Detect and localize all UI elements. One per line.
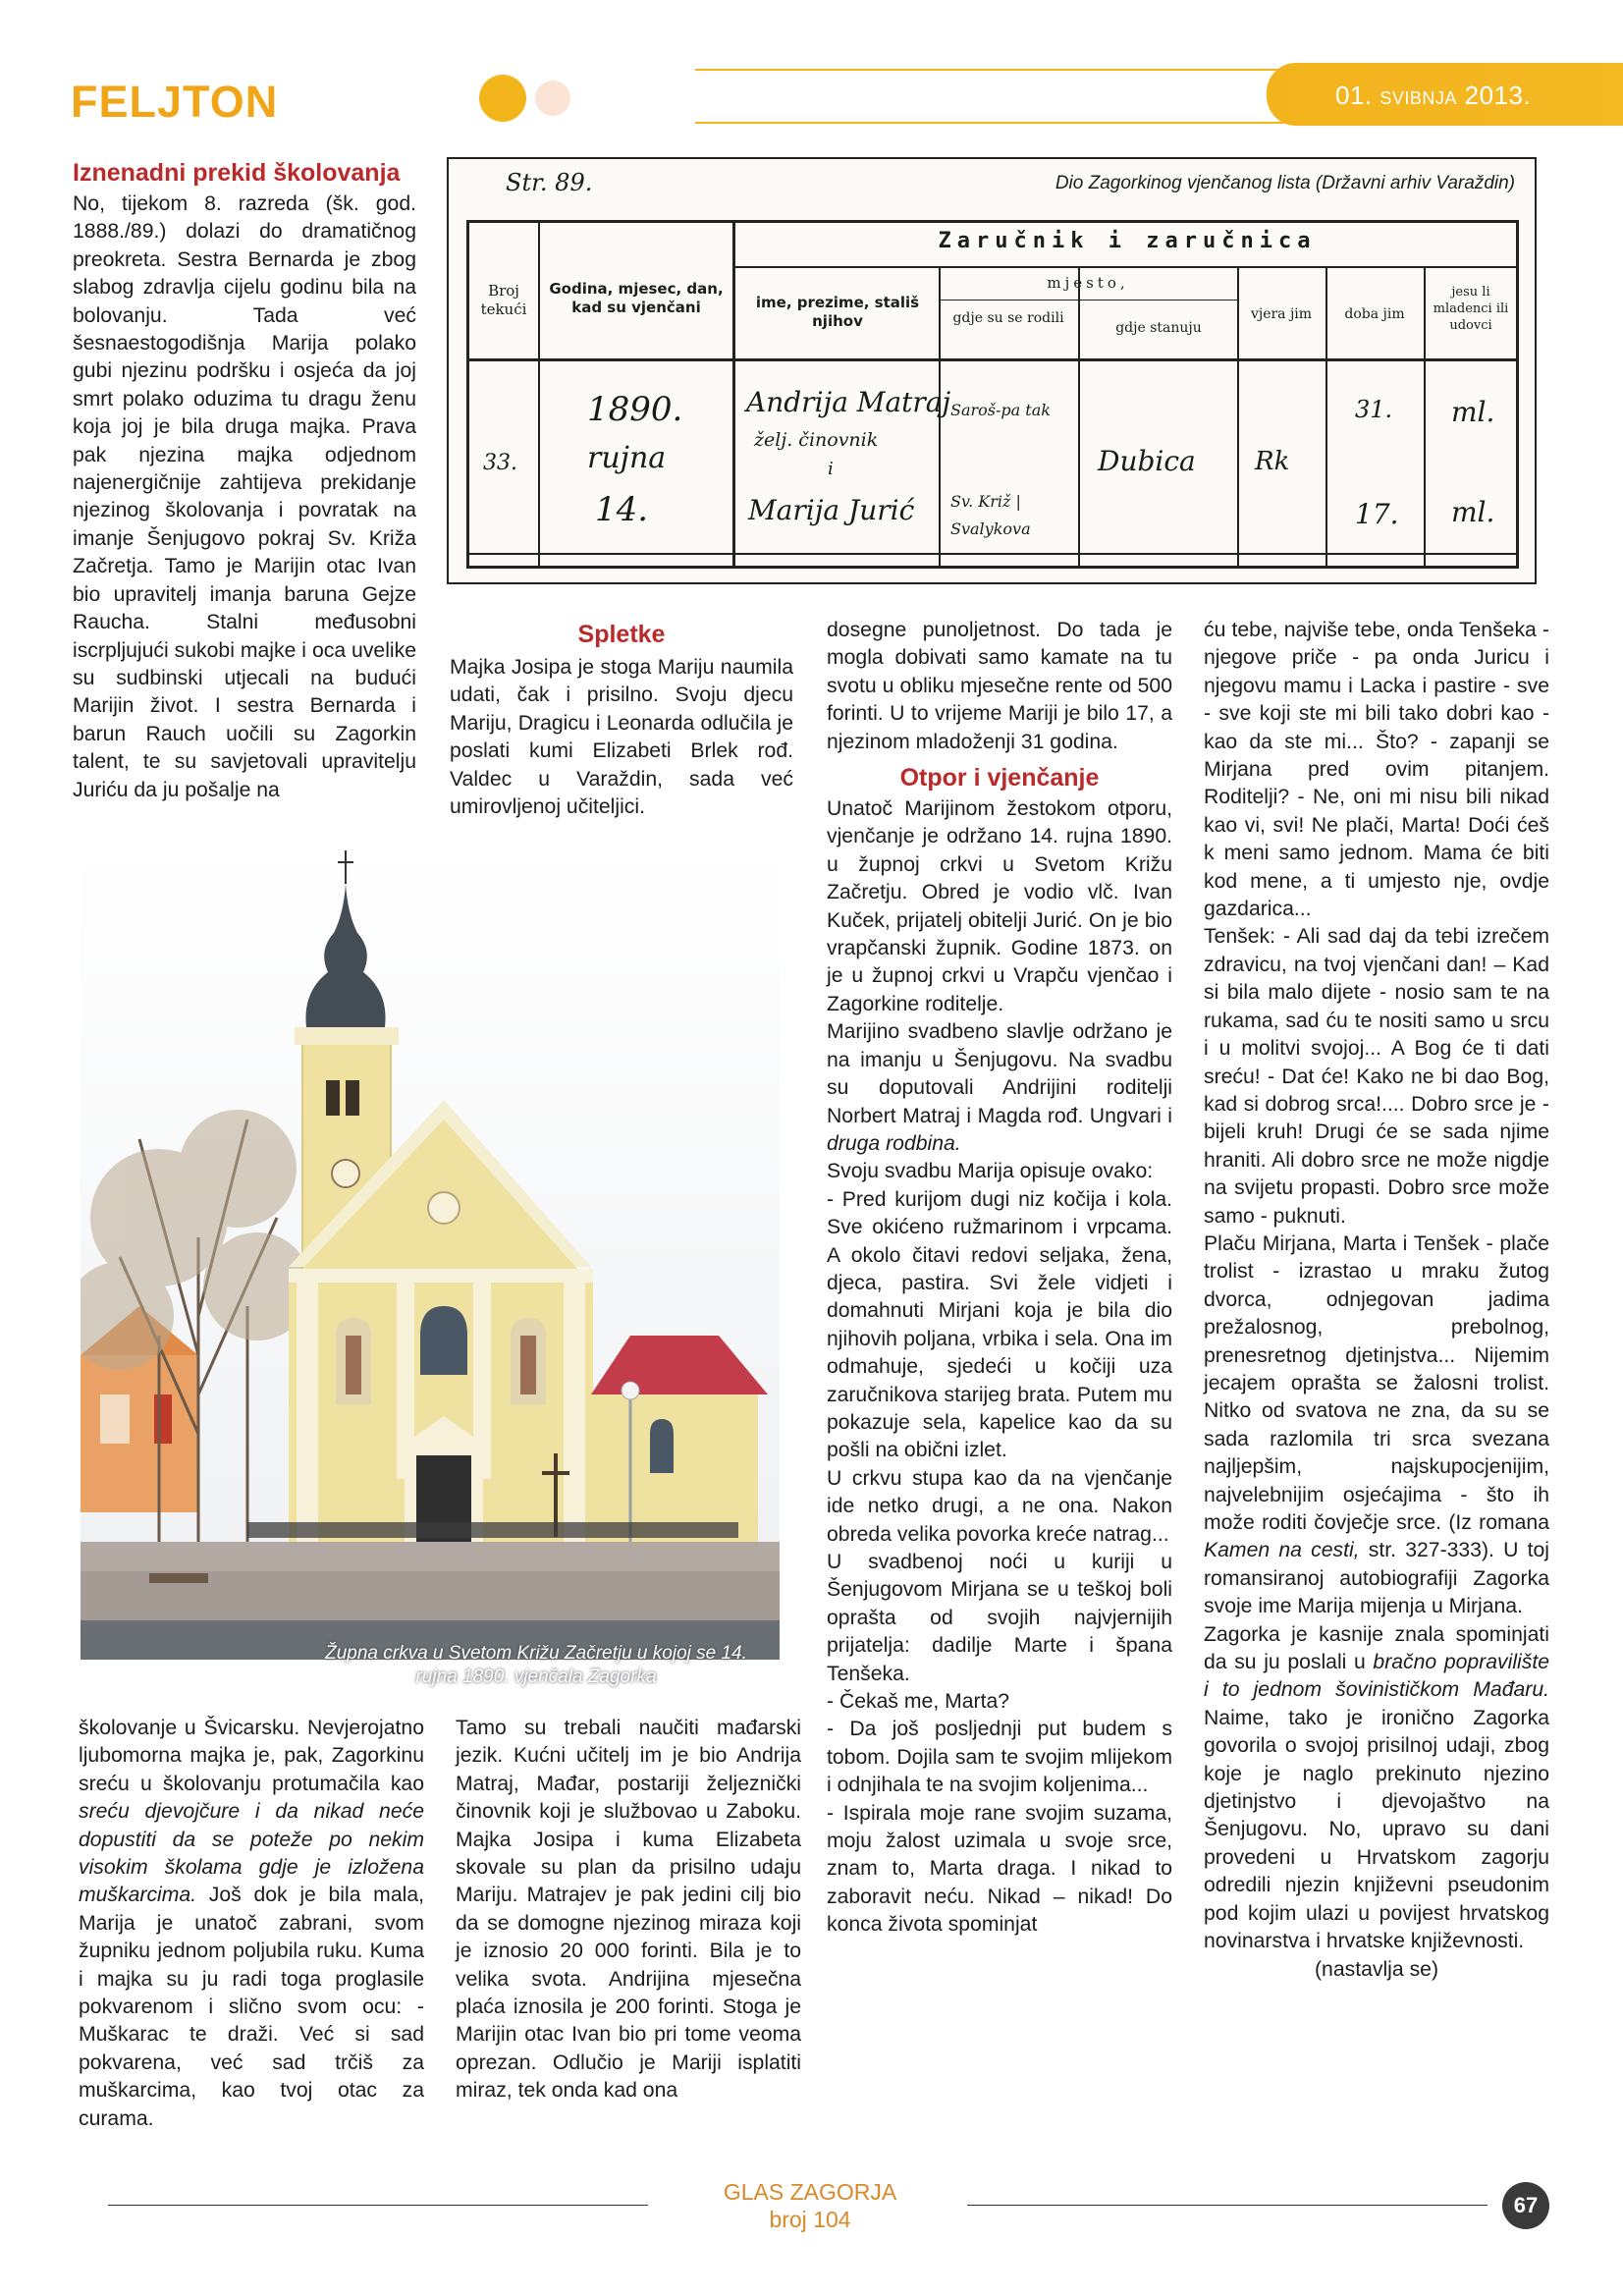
register-entry-age-groom: 31.	[1355, 396, 1393, 423]
paragraph: ću tebe, najviše tebe, onda Tenšeka - njegove priče - pa onda Juricu i njegovu mamu i Lacka i pastire - sve - sve koji ste mi bili tako dobri kao - kao da ste mi... Što? - zapanji se Mirjana pred ovim pitanjem. Roditelji? - Ne, oni mi nisu bili nikad kao vi, svi! Ne plači, Marta! Doći ćeš k meni samo jednom. Mama će biti kod mene, a ti umjesto nje, ovdje gazdarica...	[1204, 619, 1549, 921]
continued-note: (nastavlja se)	[1315, 1957, 1438, 1981]
date-month: SVIBNJA	[1380, 88, 1457, 108]
text-run: Marijino svadbeno slavlje održano je na imanju u Šenjugovu. Na svadbu su doputovali Andrijini roditelji Norbert Matraj i Magda rođ. Ungvari i	[827, 1020, 1172, 1127]
text-run: str. 327-333). U toj romansiranoj autobiografiji Zagorka svoje ime Marija mijenja u Mirjana.	[1204, 1539, 1549, 1618]
register-entry-groom-job: želj. činovnik	[754, 429, 879, 451]
header-rule-bottom	[695, 122, 1284, 124]
column-4	[1204, 617, 1549, 1984]
register-col-rodili: gdje su se rodili	[952, 310, 1064, 326]
header-dot-faded	[535, 81, 570, 116]
text-run: Plaču Mirjana, Marta i Tenšek - plače trolist - izrastao u mraku žutog dvorca, odnjegovan jadima prežalosnog, prebolnog, prenesretnog djetinjstva... Nijemim jecajem oprašta se žalosni trolist. Nitko od svatova ne zna, da su se sada razlomila tri srca svezana najljepšim, najskupocjenijim, najvelebnijim osjećajima - što ih može roditi čovječje srce. (Iz romana	[1204, 1231, 1549, 1534]
register-caption: Dio Zagorkinog vjenčanog lista (Državni arhiv Varaždin)	[1055, 173, 1515, 193]
column-1-top	[73, 157, 416, 804]
church-photo	[81, 845, 780, 1660]
publication-name: GLAS ZAGORJA	[723, 2179, 897, 2205]
register-col-broj: Broj tekući	[480, 282, 527, 318]
register-entry-month: rujna	[587, 441, 667, 475]
issue-number: broj 104	[769, 2207, 851, 2232]
date-year: 2013.	[1464, 81, 1532, 110]
register-entry-year: 1890.	[587, 390, 683, 429]
photo-caption: Župna crkva u Svetom Križu Začretju u kojoj se 14. rujna 1890. vjenčala Zagorka	[325, 1643, 747, 1687]
paragraph	[79, 1715, 424, 2133]
register-entry-age-bride: 17.	[1355, 498, 1399, 530]
register-col-stanuju: gdje stanuju	[1115, 320, 1202, 336]
paragraph: No, tijekom 8. razreda (šk. god. 1888./89.) dolazi do dramatičnog preokreta. Sestra Bernarda je zbog slabog zdravlja cijelu godinu bila na bolovanju. Tada već šesnaestogodišnja Marija polako gubi njezinu podršku i osjeća da joj smrt polako oduzima tu dragu ženu koja joj je bila druga majka. Prava pak njezina majka odjednom najenergičnije zahtijeva prekidanje njezinog školovanja i povratak na imanje Šenjugovo pokraj Sv. Križa Začretja. Tamo je Marijin otac Ivan bio upravitelj imanja baruna Gejze Raucha. Stalni međusobni iscrpljujući sukobi majke i oca uvelike su sudbinski utjecali na budući Marijin život. I sestra Bernarda i barun Rauch uočili su Zagorkin talent, te su savjetovali upravitelju Juriću da ju pošalje na	[73, 192, 416, 801]
date-day: 01.	[1335, 81, 1373, 110]
column-3	[827, 617, 1172, 1940]
column-2-bottom	[456, 1715, 801, 2105]
text-run: Naime, tako je ironično Zagorka govorila o svojoj prisilnoj udaji, zbog koje je naglo prekinuto njezino djetinjstvo i djevojaštvo na Šenjugovu. No, upravo su dani provedeni u Hrvatskom zagorju odredili njezin književni pseudonim pod kojim ulazi u povijest hrvatskog novinarstva i hrvatske književnosti.	[1204, 1706, 1549, 1953]
paragraph	[1204, 1230, 1549, 1621]
register-entry-groom: Andrija Matraj	[746, 386, 951, 418]
text-run: Zagorka je kasnije znala spominjati da su ju poslali u	[1204, 1622, 1549, 1674]
paragraph: Majka Josipa je stoga Mariju naumila udati, čak i prisilno. Svoju djecu Mariju, Dragicu i Leonarda odlučila je poslati kumi Elizabeti Brlek rođ. Valdec u Varaždin, sada već umirovljenoj učiteljici.	[450, 656, 793, 819]
register-col-godina: Godina, mjesec, dan, kad su vjenčani	[549, 280, 724, 316]
register-entry-religion: Rk	[1255, 447, 1290, 476]
column-1-bottom	[79, 1715, 424, 2133]
column-2-top	[450, 619, 793, 821]
text-run: Još dok je bila mala, Marija je unatoč zabrani, svom župniku jednom poljubila ruku. Kuma i majka su ju radi toga proglasile pokvarenom i slično svom ocu: - Muškarac te draži. Već si sad pokvarena, već sad trčiš za muškarcima, kao tvoj otac za curama.	[79, 1884, 424, 2130]
paragraph: Unatoč Marijinom žestokom otporu, vjenčanje je održano 14. rujna 1890. u župnoj crkvi u Svetom Križu Začretju. Obred je vodio vlč. Ivan Kuček, prijatelj obitelji Jurić. On je bio vrapčanski župnik. Godine 1873. on je u župnoj crkvi u Vrapču vjenčao i Zagorkine roditelje.	[827, 797, 1172, 1015]
section-title: FELJTON	[71, 77, 279, 127]
text-emphasis: Kamen na cesti,	[1204, 1539, 1360, 1562]
register-table	[466, 220, 1519, 569]
register-entry-groom-born: Saroš-pa tak	[950, 401, 1051, 419]
paragraph	[1204, 1621, 1549, 1956]
footer-rule-right	[967, 2205, 1488, 2206]
subheading-spletke: Spletke	[577, 621, 666, 648]
register-entry-status-bride: ml.	[1451, 496, 1495, 528]
register-entry-and: i	[828, 459, 834, 479]
register-entry-broj: 33.	[483, 451, 517, 475]
text-emphasis: bračno popravilište i to jednom šovinističkom Mađaru.	[1204, 1651, 1549, 1702]
register-col-mladenci: jesu li mladenci ili udovci	[1433, 285, 1509, 333]
register-entry-residence: Dubica	[1098, 445, 1196, 477]
paragraph: Tamo su trebali naučiti mađarski jezik. Kućni učitelj im je bio Andrija Matraj, Mađar, postariji željeznički činovnik koji je službovao u Zaboku. Majka Josipa i kuma Elizabeta skovale su plan da prisilno udaju Mariju. Matrajev je pak jedini cilj bio da se domogne njezinog miraza koji je iznosio 20 000 forinti. Bila je to velika svota. Andrijina mjesečna plaća iznosila je 200 forinti. Stoga je Marijin otac Ivan bio pri tome veoma oprezan. Odlučio je Mariji isplatiti miraz, tek onda kad ona	[456, 1717, 801, 2103]
header-dot	[479, 75, 526, 122]
register-entry-status-groom: ml.	[1451, 396, 1495, 428]
subheading-otpor: Otpor i vjenčanje	[899, 764, 1100, 793]
issue-date	[1335, 81, 1531, 111]
paragraph: - Čekaš me, Marta?	[827, 1690, 1010, 1714]
register-heading: Zaručnik i zaručnica	[938, 229, 1317, 253]
register-col-ime: ime, prezime, stališ njihov	[755, 294, 920, 330]
register-col-doba: doba jim	[1344, 306, 1405, 322]
text-emphasis: druga rodbina.	[827, 1131, 961, 1155]
subheading-iznenadni: Iznenadni prekid školovanja	[73, 159, 401, 187]
paragraph: - Pred kurijom dugi niz kočija i kola. Sve okićeno ružmarinom i vrpcama. A okolo čitavi redovi seljaka, žena, djeca, pastira. Svi žele vidjeti i domahnuti Mirjani koja je bila dio njihovih poljana, vrbika i sela. Ona im odmahuje, sjedeći u kočiji uza zaručnikova starijeg brata. Putem mu pokazuje sela, kapelice kao da su pošli na obični izlet.	[827, 1187, 1172, 1462]
text-run: školovanje u Švicarsku. Nevjerojatno ljubomorna majka je, pak, Zagorkinu sreću u školovanju protumačila kao	[79, 1717, 424, 1795]
paragraph: - Da još posljednji put budem s tobom. Dojila sam te svojim mlijekom i odnjihala te na svojim koljenima...	[827, 1718, 1172, 1797]
paragraph: U crkvu stupa kao da na vjenčanje ide netko drugi, a ne ona. Nakon obreda velika povorka kreće natrag...	[827, 1466, 1172, 1546]
register-entry-bride-born: Sv. Križ | Svalykova	[950, 492, 1031, 538]
paragraph: Tenšek: - Ali sad daj da tebi izrečem zdravicu, na tvoj vjenčani dan! – Kad si bila malo dijete - nosio sam te na rukama, sad ću te nositi samo u srcu i u molitvi svojoj... A Bog će ti dati sreću! - Dat će! Kako ne bi dao Bog, kad si dobrog srca!.... Dobro srce je - bijeli kruh! Drugi će se sada njime hraniti. Ali dobro srce ne može nigdje na svijetu propasti. Dobro srce može samo - puknuti.	[1204, 925, 1549, 1228]
register-page-ref: Str. 89.	[506, 169, 593, 196]
register-col-mjesto: mjesto,	[1047, 274, 1129, 292]
page-number: 67	[1502, 2182, 1549, 2229]
register-entry-day: 14.	[595, 490, 649, 529]
footer-rule-left	[108, 2205, 648, 2206]
paragraph: dosegne punoljetnost. Do tada je mogla dobivati samo kamate na tu svotu u obliku mjesečne rente od 500 forinti. U to vrijeme Mariji je bilo 17, a njezinom mladoženji 31 godina.	[827, 619, 1172, 753]
marriage-register-image	[447, 157, 1537, 584]
paragraph: U svadbenoj noći u kuriji u Šenjugovom Mirjana se u teškoj boli oprašta od svojih najvjernijih prijatelja: dadilje Marte i špana Tenšeka.	[827, 1551, 1172, 1685]
paragraph: - Ispirala moje rane svojim suzama, moju žalost uzimala u svoje srce, znam to, Marta draga. I nikad to zaboravit neću. Nikad – nikad! Do konca života spominjat	[827, 1801, 1172, 1937]
text-emphasis: sreću djevojčure i da nikad neće dopustiti da se poteže po nekim visokim školama gdje je izložena muškarcima.	[79, 1800, 424, 1907]
register-col-vjera: vjera jim	[1250, 306, 1313, 322]
footer-publication	[677, 2178, 943, 2233]
paragraph	[827, 1018, 1172, 1158]
paragraph: Svoju svadbu Marija opisuje ovako:	[827, 1160, 1154, 1183]
register-entry-bride: Marija Jurić	[748, 494, 915, 526]
header-rule-top	[695, 69, 1284, 71]
